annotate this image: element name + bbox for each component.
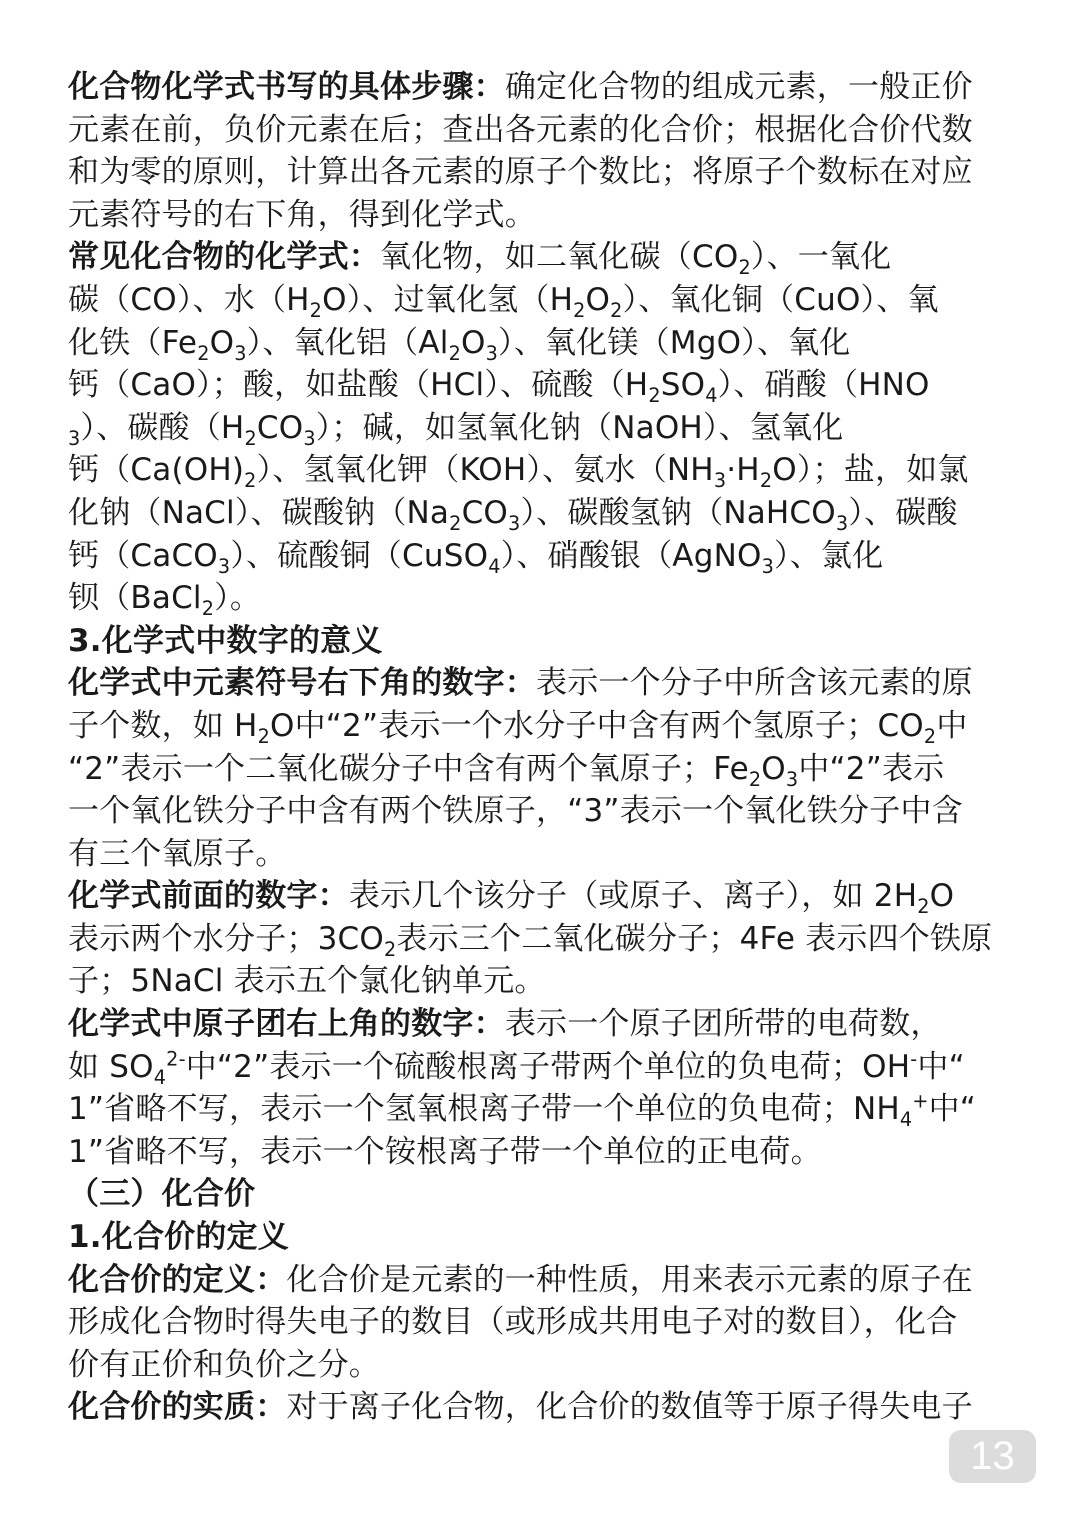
body-text: 钙（Ca(OH) bbox=[68, 452, 245, 489]
text-line bbox=[68, 535, 1018, 578]
page-number-badge: 13 bbox=[949, 1430, 1036, 1483]
body-text: 有三个氧原子。 bbox=[68, 835, 287, 872]
body-text: 中“ bbox=[917, 1048, 965, 1085]
subscript-text: 2 bbox=[738, 256, 751, 280]
body-text: ）、氧化铜（CuO）、氧 bbox=[622, 281, 939, 318]
text-line bbox=[68, 407, 1018, 450]
text-line bbox=[68, 960, 1018, 1003]
body-text: O中“2”表示一个水分子中含有两个氢原子；CO bbox=[270, 707, 924, 744]
superscript-text: + bbox=[912, 1089, 929, 1113]
body-text: 一个氧化铁分子中含有两个铁原子，“3”表示一个氧化铁分子中含 bbox=[68, 793, 963, 830]
body-text: 元素在前，负价元素在后；查出各元素的化合价；根据化合价代数 bbox=[68, 111, 973, 148]
body-text: 确定化合物的组成元素，一般正价 bbox=[504, 69, 973, 105]
subscript-text: 2 bbox=[309, 299, 323, 323]
text-line bbox=[68, 1301, 1018, 1344]
body-text: 钡（BaCl bbox=[68, 580, 202, 617]
subscript-text: 2 bbox=[449, 512, 462, 536]
body-text: 化铁（Fe bbox=[68, 324, 198, 361]
body-text: ）。 bbox=[214, 580, 262, 617]
body-text: 钙（CaO）；酸，如盐酸（HCl）、硫酸（H bbox=[68, 367, 649, 404]
body-text: 元素符号的右下角，得到化学式。 bbox=[68, 196, 536, 233]
text-line bbox=[68, 236, 1018, 279]
subscript-text: 2 bbox=[759, 469, 773, 493]
subscript-text: 2 bbox=[201, 597, 215, 621]
subscript-text: 2 bbox=[244, 426, 257, 450]
body-text: ）、硝酸（HNO bbox=[717, 367, 930, 404]
body-text: O）、过氧化氢（H bbox=[322, 281, 574, 318]
subscript-text: 3 bbox=[217, 554, 231, 578]
text-line bbox=[68, 1386, 1018, 1429]
body-text: O bbox=[761, 750, 786, 787]
text-line bbox=[68, 790, 1018, 833]
text-line bbox=[68, 1046, 1018, 1089]
text-line bbox=[68, 833, 1018, 876]
subscript-text: 2 bbox=[244, 469, 257, 493]
subscript-text: 3 bbox=[485, 341, 499, 365]
body-text: 中 bbox=[936, 707, 968, 744]
subscript-text: 3 bbox=[835, 512, 849, 536]
text-line bbox=[68, 1003, 1018, 1046]
body-text: 钙（CaCO bbox=[68, 537, 218, 574]
superscript-text: 2- bbox=[166, 1047, 186, 1071]
bold-heading-text: 常见化合物的化学式： bbox=[68, 239, 380, 276]
subscript-text: 3 bbox=[713, 469, 727, 493]
body-text: ）、碳酸 bbox=[848, 494, 958, 531]
body-text: ·H bbox=[726, 452, 760, 489]
body-text: ）、碳酸氢钠（NaHCO bbox=[520, 494, 836, 531]
body-text: 中“2”表示 bbox=[798, 750, 945, 787]
body-text: SO bbox=[660, 367, 706, 404]
body-text: 表示几个该分子（或原子、离子），如 2H bbox=[348, 878, 918, 915]
body-text: 1”省略不写，表示一个氢氧根离子带一个单位的负电荷；NH bbox=[68, 1091, 900, 1128]
body-text: ）、硫酸铜（CuSO bbox=[230, 537, 489, 574]
body-text: O bbox=[585, 281, 611, 318]
body-text: 中“2”表示一个硫酸根离子带两个单位的负电荷；OH bbox=[185, 1048, 911, 1085]
body-text: CO bbox=[256, 409, 304, 446]
text-line bbox=[68, 577, 1018, 620]
subscript-text: 4 bbox=[488, 554, 501, 578]
subscript-text: 2 bbox=[748, 767, 762, 791]
body-text: 表示一个原子团所带的电荷数， bbox=[504, 1006, 942, 1043]
text-line bbox=[68, 1216, 1018, 1259]
subscript-text: 3 bbox=[508, 512, 521, 536]
subscript-text: 3 bbox=[785, 767, 799, 791]
body-text: ）；碱，如氢氧化钠（NaOH）、氢氧化 bbox=[315, 409, 844, 446]
text-line bbox=[68, 492, 1018, 535]
subscript-text: 3 bbox=[761, 554, 775, 578]
body-text: 化钠（NaCl）、碳酸钠（Na bbox=[68, 494, 450, 531]
text-line bbox=[68, 705, 1018, 748]
text-line bbox=[68, 1131, 1018, 1174]
text-line bbox=[68, 620, 1018, 663]
subscript-text: 2 bbox=[383, 938, 397, 962]
text-line bbox=[68, 1088, 1018, 1131]
bold-heading-text: （三）化合价 bbox=[68, 1176, 256, 1213]
text-line bbox=[68, 449, 1018, 492]
body-text: 1”省略不写，表示一个铵根离子带一个单位的正电荷。 bbox=[68, 1133, 822, 1170]
body-text: 和为零的原则，计算出各元素的原子个数比；将原子个数标在对应 bbox=[68, 154, 973, 191]
body-text: ）、氢氧化钾（KOH）、氨水（NH bbox=[256, 452, 714, 489]
text-line bbox=[68, 1259, 1018, 1302]
body-text: 碳（CO）、水（H bbox=[68, 281, 310, 318]
body-text: 价有正价和负价之分。 bbox=[68, 1346, 380, 1383]
subscript-text: 4 bbox=[705, 384, 718, 408]
bold-heading-text: 化学式前面的数字： bbox=[68, 878, 349, 915]
subscript-text: 3 bbox=[68, 426, 81, 450]
body-text: 氧化物，如二氧化碳（CO bbox=[380, 239, 739, 276]
body-text: 化合价是元素的一种性质，用来表示元素的原子在 bbox=[286, 1261, 973, 1298]
body-text: ）、氯化 bbox=[774, 537, 884, 574]
body-text: 如 SO bbox=[68, 1048, 154, 1085]
body-text: 表示两个水分子；3CO bbox=[68, 920, 384, 957]
body-text: O bbox=[929, 878, 955, 915]
subscript-text: 2 bbox=[610, 299, 623, 323]
text-line bbox=[68, 662, 1018, 705]
subscript-text: 2 bbox=[573, 299, 586, 323]
text-line bbox=[68, 1344, 1018, 1387]
subscript-text: 4 bbox=[153, 1065, 167, 1089]
text-line bbox=[68, 875, 1018, 918]
text-line bbox=[68, 151, 1018, 194]
subscript-text: 4 bbox=[899, 1108, 913, 1132]
subscript-text: 3 bbox=[234, 341, 247, 365]
body-text: ）、氧化铝（Al bbox=[246, 324, 449, 361]
text-line bbox=[68, 918, 1018, 961]
document-body bbox=[68, 66, 1018, 1429]
text-line bbox=[68, 748, 1018, 791]
subscript-text: 2 bbox=[917, 895, 930, 919]
body-text: 对于离子化合物，化合价的数值等于原子得失电子 bbox=[286, 1389, 973, 1426]
body-text: O）；盐，如氯 bbox=[772, 452, 969, 489]
bold-heading-text: 化学式中原子团右上角的数字： bbox=[68, 1006, 505, 1043]
body-text: 表示三个二氧化碳分子；4Fe 表示四个铁原 bbox=[396, 920, 993, 957]
body-text: 中“ bbox=[928, 1091, 977, 1128]
body-text: ）、硝酸银（AgNO bbox=[500, 537, 762, 574]
subscript-text: 3 bbox=[303, 426, 316, 450]
body-text: 表示一个分子中所含该元素的原 bbox=[536, 665, 973, 702]
body-text: “2”表示一个二氧化碳分子中含有两个氧原子；Fe bbox=[68, 750, 749, 787]
bold-heading-text: 化学式中元素符号右下角的数字： bbox=[68, 665, 536, 702]
bold-heading-text: 3.化学式中数字的意义 bbox=[68, 622, 383, 659]
body-text: ）、碳酸（H bbox=[80, 409, 245, 446]
superscript-text: - bbox=[910, 1047, 918, 1071]
body-text: O bbox=[461, 324, 486, 361]
body-text: ）、一氧化 bbox=[750, 239, 892, 276]
body-text: O bbox=[209, 324, 235, 361]
text-line bbox=[68, 66, 1018, 109]
bold-heading-text: 化合价的实质： bbox=[68, 1389, 287, 1426]
body-text: 子；5NaCl 表示五个氯化钠单元。 bbox=[68, 963, 546, 1000]
subscript-text: 2 bbox=[923, 725, 937, 749]
bold-heading-text: 化合物化学式书写的具体步骤： bbox=[68, 69, 505, 105]
body-text: ）、氧化镁（MgO）、氧化 bbox=[498, 324, 851, 361]
subscript-text: 2 bbox=[448, 341, 462, 365]
body-text: 形成化合物时得失电子的数目（或形成共用电子对的数目），化合 bbox=[68, 1304, 958, 1341]
text-line bbox=[68, 109, 1018, 152]
text-line bbox=[68, 322, 1018, 365]
subscript-text: 2 bbox=[197, 341, 210, 365]
body-text: 子个数，如 H bbox=[68, 707, 258, 744]
text-line bbox=[68, 279, 1018, 322]
text-line bbox=[68, 1173, 1018, 1216]
text-line bbox=[68, 194, 1018, 237]
subscript-text: 2 bbox=[648, 384, 661, 408]
subscript-text: 2 bbox=[257, 725, 270, 749]
bold-heading-text: 1.化合价的定义 bbox=[68, 1219, 289, 1256]
bold-heading-text: 化合价的定义： bbox=[68, 1261, 287, 1298]
body-text: CO bbox=[461, 494, 509, 531]
text-line bbox=[68, 364, 1018, 407]
